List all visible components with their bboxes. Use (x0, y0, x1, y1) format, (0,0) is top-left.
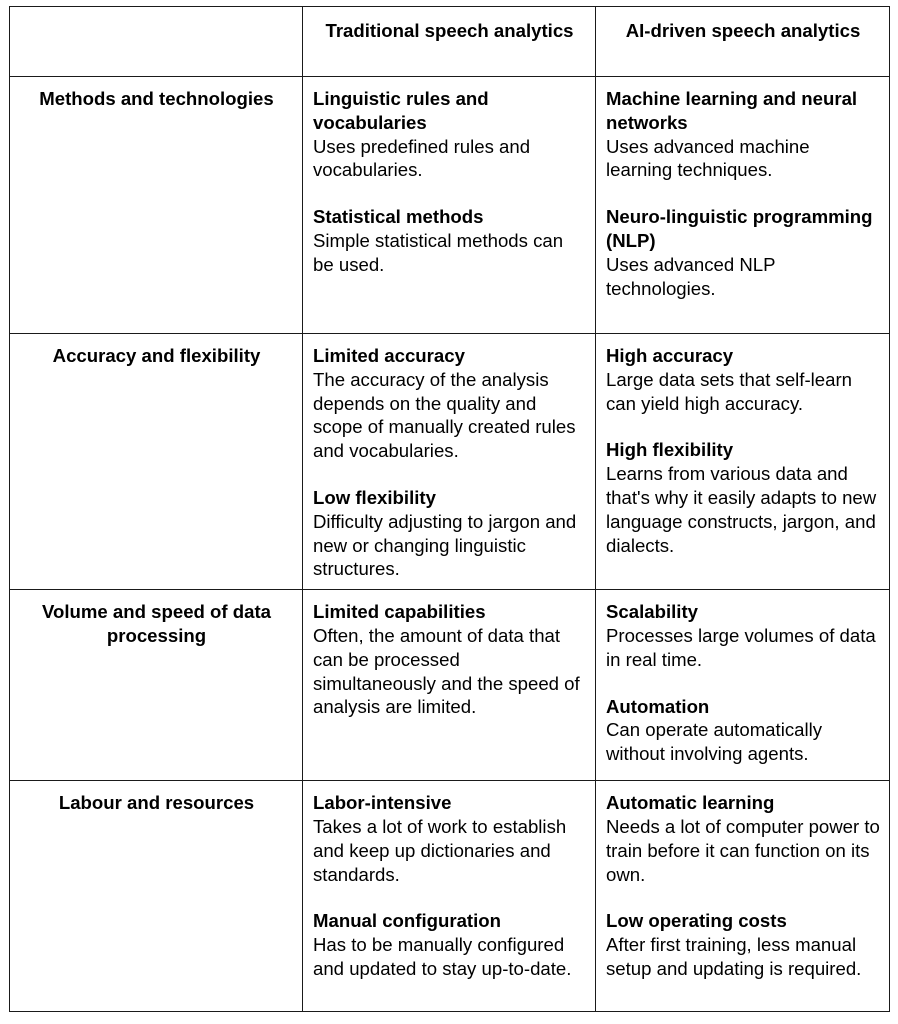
feature-block (313, 205, 586, 276)
feature-title: Machine learning and neural networks (606, 88, 858, 133)
feature-description: Has to be manually configured and updated to stay up-to-date. (313, 934, 572, 979)
ai-cell (596, 334, 890, 590)
feature-description: The accuracy of the analysis depends on the quality and scope of manually created rules and vocabularies. (313, 368, 576, 462)
feature-description: Takes a lot of work to establish and keep up dictionaries and standards. (313, 815, 567, 885)
traditional-cell (303, 334, 596, 590)
feature-block (313, 909, 586, 980)
feature-block (313, 344, 586, 463)
feature-description: Uses advanced machine learning techniques. (606, 135, 810, 181)
feature-description: Difficulty adjusting to jargon and new or changing linguistic structures. (313, 510, 577, 580)
feature-block (313, 791, 586, 886)
traditional-cell (303, 590, 596, 781)
feature-block (313, 87, 586, 182)
feature-title: High flexibility (606, 439, 734, 461)
feature-description: Uses predefined rules and vocabularies. (313, 135, 531, 181)
feature-title: Automatic learning (606, 792, 775, 814)
row-label: Methods and technologies (10, 77, 303, 334)
feature-block (313, 600, 586, 719)
feature-title: Scalability (606, 601, 698, 623)
header-cell-empty (10, 7, 303, 77)
feature-description: Uses advanced NLP technologies. (606, 253, 776, 299)
table-row (10, 77, 890, 334)
feature-description: Often, the amount of data that can be processed simultaneously and the speed of analysis are limited. (313, 624, 580, 718)
feature-title: Manual configuration (313, 910, 501, 932)
row-label: Labour and resources (10, 781, 303, 1012)
row-label: Accuracy and flexibility (10, 334, 303, 590)
feature-block (606, 791, 880, 886)
ai-cell (596, 781, 890, 1012)
feature-block (606, 344, 880, 415)
feature-title: High accuracy (606, 345, 734, 366)
feature-title: Statistical methods (313, 206, 484, 228)
feature-title: Low operating costs (606, 910, 787, 932)
feature-block (606, 909, 880, 980)
comparison-table (9, 6, 890, 1012)
header-cell-ai: AI-driven speech analytics (596, 7, 890, 77)
feature-description: Needs a lot of computer power to train before it can function on its own. (606, 815, 880, 885)
feature-block (606, 87, 880, 182)
header-cell-traditional: Traditional speech analytics (303, 7, 596, 77)
row-label: Volume and speed of data processing (10, 590, 303, 781)
feature-description: Can operate automatically without involving agents. (606, 719, 823, 765)
traditional-cell (303, 781, 596, 1012)
ai-cell (596, 590, 890, 781)
traditional-cell (303, 77, 596, 334)
feature-title: Limited capabilities (313, 601, 486, 623)
feature-title: Limited accuracy (313, 345, 465, 366)
feature-block (606, 600, 880, 671)
feature-block (606, 205, 880, 300)
table-row (10, 781, 890, 1012)
ai-cell (596, 77, 890, 334)
table-header-row (10, 7, 890, 77)
feature-description: After first training, less manual setup and updating is required. (606, 934, 862, 979)
feature-description: Learns from various data and that's why it easily adapts to new language constructs, jargon, and dialects. (606, 463, 877, 556)
feature-title: Neuro-linguistic programming (NLP) (606, 206, 873, 251)
feature-title: Linguistic rules and vocabularies (313, 88, 489, 133)
feature-title: Low flexibility (313, 486, 436, 508)
table-row (10, 590, 890, 781)
feature-block (606, 438, 880, 557)
feature-block (606, 695, 880, 766)
feature-description: Simple statistical methods can be used. (313, 229, 564, 275)
feature-block (313, 486, 586, 581)
feature-description: Processes large volumes of data in real time. (606, 624, 876, 670)
feature-title: Automation (606, 695, 710, 717)
table-row (10, 334, 890, 590)
feature-description: Large data sets that self-learn can yield high accuracy. (606, 368, 852, 414)
feature-title: Labor-intensive (313, 792, 452, 814)
